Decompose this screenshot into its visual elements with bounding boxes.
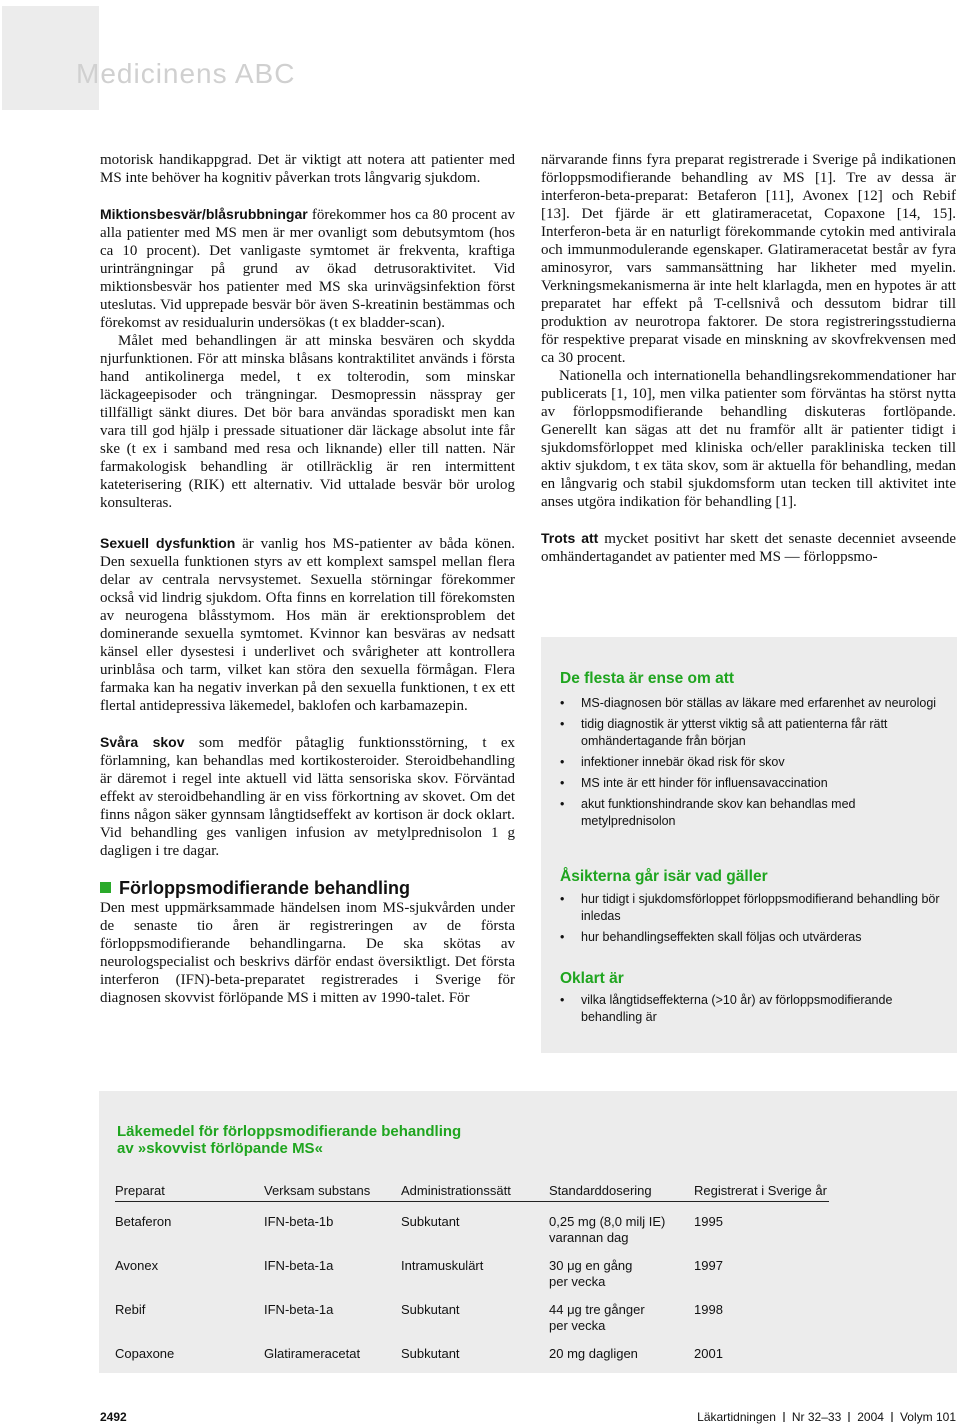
- paragraph-lead: Svåra skov: [100, 734, 185, 750]
- fact-box-list: [560, 695, 945, 834]
- journal-name: Läkartidningen: [697, 1410, 776, 1424]
- table-cell: IFN-beta-1a: [264, 1258, 334, 1273]
- table-cell: 1995: [694, 1214, 723, 1229]
- table-header-row: [115, 1182, 829, 1202]
- page-number: 2492: [100, 1410, 127, 1424]
- volume: Volym 101: [899, 1410, 956, 1424]
- fact-box: [541, 637, 957, 1053]
- list-item: • MS-diagnosen bör ställas av läkare med erfarenhet av neurologi: [560, 695, 945, 712]
- table-cell: Betaferon: [115, 1214, 172, 1229]
- table-cell: 2001: [694, 1346, 723, 1361]
- paragraph-text: som medför påtaglig funktionsstörning, t ex förlamning, kan behandlas med kortikosteroider. Steroidbehandling är däremot i regel inte aktuell vid lätta sensoriska skov. Förväntad effekt av steroidbehandling är en viss förkortning av skovet. Om det finns någon säker gynnsam långtidseffekt av kortison är dock oklart. Vid behandling ges vanligen infusion av metylprednisolon 1 g dagligen i tre dagar.: [100, 735, 515, 859]
- table-cell: Subkutant: [401, 1214, 460, 1229]
- paragraph: Målet med behandlingen är att minska besvären och skydda njurfunktionen. För att minska blåsans kontraktilitet används i första hand antikolinerga medel, t ex tolterodin, som minskar läckageepisoder och trängningar. Desmopressin nässpray ger tillfälligt sänkt diures. Det bör bara användas sporadiskt men kan vara till god hjälp i pressade situationer där läckage absolut inte får ske (t ex i samband med resa och liknande) eller till natten. När farmakologisk behandling är otillräcklig är ren intermittent kateterisering (RIK) ett alternativ. Vid uttalade besvär bör urolog konsulteras.: [100, 333, 515, 511]
- column-header: Verksam substans: [264, 1182, 401, 1202]
- fact-box-heading: Åsikterna går isär vad gäller: [560, 868, 768, 885]
- list-item: • akut funktionshindrande skov kan behandlas med metylprednisolon: [560, 796, 945, 830]
- right-column: [541, 151, 956, 566]
- separator: [848, 1412, 850, 1422]
- section-title: Medicinens ABC: [76, 58, 296, 89]
- green-square-icon: [100, 882, 111, 893]
- table-cell: Copaxone: [115, 1346, 175, 1361]
- fact-box-list: [560, 891, 945, 950]
- paragraph: Nationella och internationella behandlingsrekommendationer har publicerats [1, 10], men vilka patienter som förväntas ha störst nytta av förloppsmodifierande behandling diskuteras fortlöpande. Generellt kan sägas att det nu framför allt är patienter tidigt i sjukdomsförloppet med kliniska och/eller parakliniska tecken till aktiv sjukdom, t ex täta skov, som är aktuella för behandling, medan en långvarig och stabil sjukdomsform utan tecken till aktivitet inte anses utgöra indikation för behandling [1].: [541, 368, 956, 510]
- paragraph-lead: Miktionsbesvär/blåsrubbningar: [100, 206, 308, 222]
- section-heading-text: Förloppsmodifierande behandling: [119, 878, 411, 898]
- column-header: Administrationssätt: [401, 1182, 549, 1202]
- issue-year: 2004: [857, 1410, 884, 1424]
- list-item: • hur tidigt i sjukdomsförloppet förloppsmodifierand behandling bör inledas: [560, 891, 945, 925]
- table-cell: 44 μg tre gånger per vecka: [549, 1302, 645, 1333]
- table-cell: Avonex: [115, 1258, 159, 1273]
- table-row: [115, 1252, 829, 1296]
- separator: [891, 1412, 893, 1422]
- paragraph-lead: Sexuell dysfunktion: [100, 535, 236, 551]
- paragraph: motorisk handikappgrad. Det är viktigt att notera att patienter med MS inte behöver ha kognitiv påverkan trots långvarig sjukdom.: [100, 152, 515, 186]
- paragraph: [100, 733, 515, 860]
- table-title-line: Läkemedel för förloppsmodifierande behandling: [117, 1123, 462, 1140]
- table-row: [115, 1202, 829, 1253]
- table-title: [117, 1123, 597, 1157]
- separator: [783, 1412, 785, 1422]
- journal-footer: [697, 1410, 956, 1424]
- list-item: • vilka långtidseffekterna (>10 år) av förloppsmodifierande behandling är: [560, 992, 945, 1026]
- paragraph: [100, 205, 515, 332]
- left-column: [100, 151, 515, 1007]
- paragraph-lead: Trots att: [541, 530, 599, 546]
- table-cell: 1998: [694, 1302, 723, 1317]
- table-title-line: av »skovvist förlöpande MS«: [117, 1140, 323, 1157]
- table-cell: Intramuskulärt: [401, 1258, 484, 1273]
- issue-number: Nr 32–33: [791, 1410, 842, 1424]
- column-header: Standarddosering: [549, 1182, 694, 1202]
- fact-box-list: [560, 992, 945, 1030]
- table-cell: IFN-beta-1a: [264, 1302, 334, 1317]
- list-item: • MS inte är ett hinder för influensavaccination: [560, 775, 945, 792]
- section-heading: [100, 878, 515, 898]
- fact-box-heading: De flesta är ense om att: [560, 670, 735, 687]
- paragraph-text: förekommer hos ca 80 procent av alla patienter med MS men är mer ovanligt som debutsymtom (hos ca 10 procent). Det vanligaste symtomet är frekventa, kraftiga urinträngningar på grund av ökad detrusoraktivitet. Vid miktionsbesvär hos patienter med MS ska urinvägsinfektion först uteslutas. Vid upprepade besvär bör även S-kreatinin bestämmas och förekomst av residualurin undersökas (t ex bladder-scan).: [100, 207, 515, 331]
- paragraph-text: mycket positivt har skett det senaste decenniet avseende omhändertagandet av patienter med MS — förloppsmo-: [541, 531, 957, 565]
- table-cell: 30 μg en gång per vecka: [549, 1258, 633, 1289]
- fact-box-heading: Oklart är: [560, 970, 624, 987]
- table-cell: 0,25 mg (8,0 milj IE) varannan dag: [549, 1214, 666, 1245]
- drug-table: [115, 1182, 829, 1368]
- paragraph: [541, 529, 956, 566]
- table-cell: 20 mg dagligen: [549, 1346, 638, 1361]
- table-cell: Subkutant: [401, 1346, 460, 1361]
- table-cell: IFN-beta-1b: [264, 1214, 334, 1229]
- drug-table-box: [99, 1091, 957, 1373]
- paragraph: [100, 534, 515, 715]
- table-row: [115, 1296, 829, 1340]
- list-item: • tidig diagnostik är ytterst viktig så att patienterna får rätt omhändertagande från början: [560, 716, 945, 750]
- list-item: • hur behandlingseffekten skall följas och utvärderas: [560, 929, 945, 946]
- column-header: Preparat: [115, 1182, 264, 1202]
- table-cell: Glatirameracetat: [264, 1346, 361, 1361]
- table-row: [115, 1340, 829, 1368]
- paragraph-text: är vanlig hos MS-patienter av båda könen. Den sexuella funktionen styrs av ett komplext samspel mellan flera delar av centrala nervsystemet. Sexuella störningar förekommer också vid lindrig sjukdom. Ofta finns en korrelation till förekomsten av neurogena blåsstymom. Hos män är erektionsproblem det dominerande sexuella symtomet. Kvinnor kan besväras av nedsatt känsel eller dysestesi i underlivet och svårigheter att kontrollera urinblåsa och tarm, vilket kan störa den sexuella förmågan. Flera farmaka kan ha negativ inverkan på den sexuella funktionen, t ex ett flertal antidepressiva läkemedel, baklofen och karbamazepin.: [100, 536, 515, 714]
- paragraph: närvarande finns fyra preparat registrerade i Sverige på indikationen förloppsmodifierande behandling av MS [1]. Tre av dessa är interferon-beta-preparat: Betaferon [11], Avonex [12] och Rebif [13]. Det fjärde är ett glatirameracetat, Copaxone [14, 15]. Interferon-beta är en naturligt förekommande cytokin med antivirala och immunmodulerande egenskaper. Glatirameracetat består av fyra aminosyror, vars sammansättning har likheter med myelin. Verkningsmekanismerna är inte helt klarlagda, men en hypotes är att preparatet har effekt på T-cellsnivå och dessutom bidrar till produktion av neurotropa faktorer. De stora registreringsstudierna för respektive preparat visade en minskning av skovfrekvensen med ca 30 procent.: [541, 152, 956, 366]
- list-item: • infektioner innebär ökad risk för skov: [560, 754, 945, 771]
- paragraph: Den mest uppmärksammade händelsen inom MS-sjukvården under de senaste tio åren är registreringen av de första förloppsmodifierande behandlingarna. De ska skötas av neurologspecialist och beskrivs därför endast översiktligt. Det första interferon (IFN)-beta-preparatet registrerades i Sverige för diagnosen skovvist förlöpande MS i mitten av 1990-talet. För: [100, 900, 515, 1006]
- table-cell: Subkutant: [401, 1302, 460, 1317]
- table-cell: Rebif: [115, 1302, 146, 1317]
- column-header: Registrerat i Sverige år: [694, 1182, 829, 1202]
- table-cell: 1997: [694, 1258, 723, 1273]
